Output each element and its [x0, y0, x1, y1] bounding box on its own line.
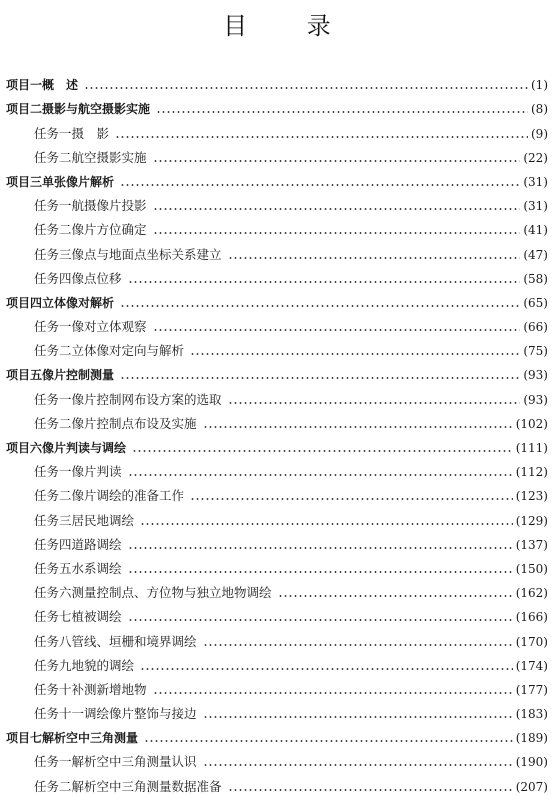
toc-entry-title — [34, 271, 122, 287]
toc-entry-label: 任务五 — [34, 560, 72, 576]
toc-entry-title — [34, 150, 147, 166]
toc-entry-text: 像对立体观察 — [71, 319, 147, 335]
toc-entry-title — [34, 706, 197, 722]
toc-entry-text: 摄影与航空摄影实施 — [42, 102, 151, 117]
toc-entry-text: 水系调绘 — [71, 560, 122, 576]
toc-leader-dots — [156, 111, 528, 113]
toc-entry-label: 任务七 — [34, 609, 72, 625]
toc-entry-label: 任务一 — [34, 754, 72, 770]
toc-leader-dots — [128, 619, 513, 621]
toc-entry-label: 任务二 — [34, 488, 72, 504]
toc-leader-dots — [153, 692, 513, 694]
toc-task-entry[interactable] — [6, 577, 548, 601]
toc-entry-label: 任务九 — [34, 657, 72, 673]
toc-page-number: (112) — [515, 465, 548, 480]
toc-entry-text: 补测新增地物 — [71, 681, 147, 697]
toc-task-entry[interactable] — [6, 117, 548, 141]
toc-entry-title — [34, 682, 147, 698]
toc-leader-dots — [153, 232, 521, 234]
toc-leader-dots — [203, 644, 513, 646]
toc-entry-label: 项目三 — [6, 174, 43, 189]
toc-leader-dots — [203, 426, 513, 428]
toc-project-entry[interactable] — [6, 166, 548, 190]
toc-task-entry[interactable] — [6, 480, 548, 504]
toc-entry-text: 调绘像片整饰与接边 — [84, 706, 197, 722]
toc-page-number: (177) — [515, 682, 548, 697]
toc-entry-label: 任务二 — [34, 222, 72, 238]
toc-page-number: (207) — [515, 779, 548, 794]
toc-entry-label: 任务十 — [34, 681, 72, 697]
toc-entry-title — [34, 464, 122, 480]
toc-project-entry[interactable] — [6, 69, 548, 93]
toc-entry-title — [34, 609, 122, 625]
toc-task-entry[interactable] — [6, 383, 548, 407]
toc-entry-label: 任务二 — [34, 149, 72, 165]
toc-page-number: (137) — [515, 537, 548, 552]
toc-page-number: (31) — [523, 199, 548, 214]
toc-entry-title — [34, 561, 122, 577]
toc-page-number: (93) — [523, 392, 548, 407]
toc-entry-text: 像片控制点布设及实施 — [71, 415, 197, 431]
toc-project-entry[interactable] — [6, 432, 548, 456]
toc-entry-text: 立体像对解析 — [42, 295, 115, 310]
toc-entry-label: 项目二 — [6, 102, 43, 117]
toc-entry-title — [6, 440, 126, 456]
toc-leader-dots — [128, 474, 513, 476]
toc-entry-label: 任务十一 — [34, 706, 85, 722]
toc-leader-dots — [190, 353, 520, 355]
toc-entry-label: 任务六 — [34, 585, 72, 601]
toc-task-entry[interactable] — [6, 190, 548, 214]
toc-task-entry[interactable] — [6, 408, 548, 432]
toc-entry-text: 植被调绘 — [71, 609, 122, 625]
toc-entry-title — [34, 392, 222, 408]
toc-entry-title — [34, 319, 147, 335]
toc-entry-title — [34, 343, 184, 359]
toc-task-entry[interactable] — [6, 698, 548, 722]
toc-entry-title — [6, 730, 138, 746]
toc-entry-title — [6, 367, 114, 383]
toc-page-number: (41) — [523, 223, 548, 238]
toc-entry-text: 解析空中三角测量数据准备 — [71, 778, 222, 794]
toc-entry-text: 居民地调绘 — [71, 512, 135, 528]
toc-entry-text: 像片控制网布设方案的选取 — [71, 391, 222, 407]
toc-leader-dots — [132, 450, 513, 452]
toc-leader-dots — [203, 764, 513, 766]
toc-entry-text: 测量控制点、方位物与独立地物调绘 — [71, 585, 272, 601]
toc-project-entry[interactable] — [6, 93, 548, 117]
toc-entry-title — [34, 585, 272, 601]
toc-entry-label: 任务八 — [34, 633, 72, 649]
toc-entry-label: 任务二 — [34, 415, 72, 431]
toc-page-number: (162) — [515, 586, 548, 601]
toc-entry-text: 像片调绘的准备工作 — [71, 488, 185, 504]
toc-entry-label: 任务四 — [34, 536, 72, 552]
toc-page-number: (183) — [515, 707, 548, 722]
table-of-contents — [6, 69, 548, 795]
toc-entry-label: 任务一 — [34, 125, 72, 141]
toc-page-number: (174) — [515, 658, 548, 673]
toc-page-number: (1) — [531, 78, 548, 93]
toc-entry-label: 项目四 — [6, 295, 43, 310]
toc-entry-text: 单张像片解析 — [42, 174, 115, 189]
page-title: 目 录 — [223, 12, 357, 40]
toc-entry-text: 道路调绘 — [71, 536, 122, 552]
toc-task-entry[interactable] — [6, 553, 548, 577]
toc-leader-dots — [84, 87, 528, 89]
toc-task-entry[interactable] — [6, 601, 548, 625]
toc-leader-dots — [120, 305, 520, 307]
toc-entry-label: 任务三 — [34, 246, 72, 262]
toc-entry-title — [6, 295, 114, 311]
toc-leader-dots — [144, 740, 513, 742]
toc-page-number: (123) — [515, 489, 548, 504]
toc-entry-title — [6, 77, 78, 93]
toc-leader-dots — [140, 523, 513, 525]
toc-task-entry[interactable] — [6, 504, 548, 528]
toc-entry-title — [34, 634, 197, 650]
toc-page-number: (129) — [515, 513, 548, 528]
toc-page-number: (150) — [515, 561, 548, 576]
toc-page-number: (166) — [515, 610, 548, 625]
toc-page-number: (47) — [523, 247, 548, 262]
toc-entry-text: 像片方位确定 — [71, 222, 147, 238]
toc-leader-dots — [203, 716, 513, 718]
toc-task-entry[interactable] — [6, 746, 548, 770]
toc-page-number: (58) — [523, 271, 548, 286]
toc-task-entry[interactable] — [6, 529, 548, 553]
toc-page-number: (93) — [523, 368, 548, 383]
toc-page-number: (66) — [523, 320, 548, 335]
toc-entry-label: 任务一 — [34, 198, 72, 214]
toc-page-number: (31) — [523, 174, 548, 189]
toc-page-number: (65) — [523, 295, 548, 310]
toc-task-entry[interactable] — [6, 456, 548, 480]
toc-project-entry[interactable] — [6, 722, 548, 746]
toc-entry-label: 任务四 — [34, 270, 72, 286]
toc-entry-label: 任务三 — [34, 512, 72, 528]
toc-task-entry[interactable] — [6, 770, 548, 794]
toc-entry-text: 地貌的调绘 — [71, 657, 135, 673]
toc-entry-title — [6, 174, 114, 190]
toc-task-entry[interactable] — [6, 335, 548, 359]
toc-entry-label: 任务一 — [34, 391, 72, 407]
toc-entry-title — [34, 658, 134, 674]
toc-entry-label: 任务一 — [34, 319, 72, 335]
toc-entry-text: 像片判读与调绘 — [42, 441, 127, 455]
toc-entry-text: 摄 影 — [71, 125, 110, 141]
toc-entry-title — [34, 126, 109, 142]
toc-page-number: (170) — [515, 634, 548, 649]
toc-task-entry[interactable] — [6, 214, 548, 238]
toc-entry-label: 项目一 — [6, 78, 43, 93]
toc-entry-text: 立体像对定向与解析 — [71, 343, 185, 359]
toc-page-number: (102) — [515, 416, 548, 431]
toc-page-number: (189) — [515, 731, 548, 746]
toc-entry-title — [34, 754, 197, 770]
toc-page-number: (111) — [515, 441, 548, 455]
toc-entry-text: 航摄像片投影 — [71, 198, 147, 214]
toc-leader-dots — [115, 136, 528, 138]
toc-page-number: (22) — [523, 150, 548, 165]
toc-entry-title — [34, 198, 147, 214]
toc-entry-label: 项目六 — [6, 441, 43, 455]
toc-entry-text: 解析空中三角测量认识 — [71, 754, 197, 770]
toc-entry-text: 像片控制测量 — [42, 368, 115, 383]
toc-leader-dots — [140, 668, 513, 670]
toc-entry-text: 像片判读 — [71, 464, 122, 480]
toc-task-entry[interactable] — [6, 142, 548, 166]
toc-task-entry[interactable] — [6, 311, 548, 335]
toc-task-entry[interactable] — [6, 674, 548, 698]
toc-task-entry[interactable] — [6, 263, 548, 287]
toc-entry-title — [34, 488, 184, 504]
toc-leader-dots — [153, 208, 521, 210]
toc-entry-label: 任务二 — [34, 778, 72, 794]
toc-leader-dots — [128, 571, 513, 573]
toc-entry-title — [34, 222, 147, 238]
toc-leader-dots — [120, 184, 520, 186]
toc-entry-label: 任务二 — [34, 343, 72, 359]
toc-leader-dots — [190, 498, 513, 500]
toc-entry-label: 项目七 — [6, 731, 43, 746]
toc-leader-dots — [128, 281, 521, 283]
toc-entry-text: 像点与地面点坐标关系建立 — [71, 246, 222, 262]
toc-task-entry[interactable] — [6, 650, 548, 674]
toc-entry-text: 航空摄影实施 — [71, 149, 147, 165]
toc-entry-text: 管线、垣栅和境界调绘 — [71, 633, 197, 649]
toc-leader-dots — [120, 377, 520, 379]
toc-leader-dots — [228, 789, 513, 791]
toc-entry-text: 解析空中三角测量 — [42, 731, 139, 746]
toc-entry-title — [34, 537, 122, 553]
toc-entry-title — [34, 247, 222, 263]
toc-leader-dots — [228, 402, 521, 404]
toc-leader-dots — [153, 160, 521, 162]
toc-task-entry[interactable] — [6, 625, 548, 649]
toc-page-number: (9) — [531, 126, 548, 141]
toc-entry-title — [34, 513, 134, 529]
toc-page-number: (190) — [515, 755, 548, 770]
toc-entry-text: 概 述 — [42, 78, 79, 93]
toc-project-entry[interactable] — [6, 287, 548, 311]
toc-entry-text: 像点位移 — [71, 270, 122, 286]
toc-task-entry[interactable] — [6, 238, 548, 262]
toc-project-entry[interactable] — [6, 359, 548, 383]
toc-entry-label: 任务一 — [34, 464, 72, 480]
toc-entry-title — [34, 416, 197, 432]
toc-page-number: (75) — [523, 344, 548, 359]
toc-leader-dots — [228, 257, 521, 259]
toc-entry-label: 项目五 — [6, 368, 43, 383]
toc-leader-dots — [278, 595, 513, 597]
toc-entry-title — [6, 101, 150, 117]
toc-page-number: (8) — [531, 102, 548, 117]
toc-leader-dots — [153, 329, 521, 331]
toc-leader-dots — [128, 547, 513, 549]
